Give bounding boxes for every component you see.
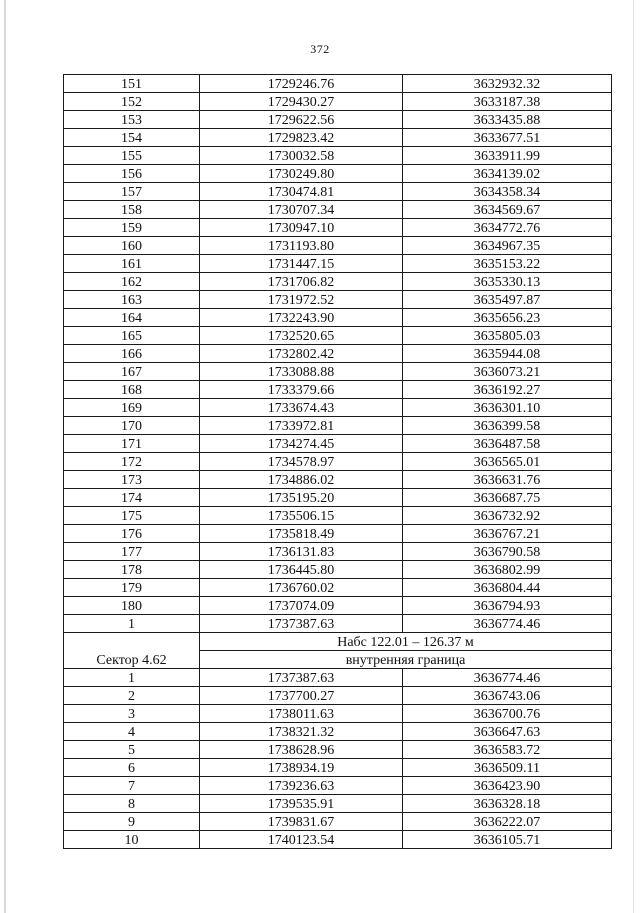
point-number: 1 bbox=[64, 615, 200, 633]
y-coordinate: 3634358.34 bbox=[403, 183, 612, 201]
x-coordinate: 1732243.90 bbox=[200, 309, 403, 327]
y-coordinate: 3636687.75 bbox=[403, 489, 612, 507]
point-number: 165 bbox=[64, 327, 200, 345]
y-coordinate: 3632932.32 bbox=[403, 75, 612, 93]
x-coordinate: 1733674.43 bbox=[200, 399, 403, 417]
table-row bbox=[64, 615, 612, 633]
point-number: 4 bbox=[64, 723, 200, 741]
point-number: 162 bbox=[64, 273, 200, 291]
y-coordinate: 3636732.92 bbox=[403, 507, 612, 525]
point-number: 164 bbox=[64, 309, 200, 327]
point-number: 168 bbox=[64, 381, 200, 399]
table-row bbox=[64, 399, 612, 417]
y-coordinate: 3636073.21 bbox=[403, 363, 612, 381]
point-number: 8 bbox=[64, 795, 200, 813]
point-number: 170 bbox=[64, 417, 200, 435]
point-number: 154 bbox=[64, 129, 200, 147]
table-row bbox=[64, 669, 612, 687]
table-row bbox=[64, 723, 612, 741]
point-number: 9 bbox=[64, 813, 200, 831]
y-coordinate: 3636790.58 bbox=[403, 543, 612, 561]
point-number: 2 bbox=[64, 687, 200, 705]
table-row bbox=[64, 129, 612, 147]
point-number: 151 bbox=[64, 75, 200, 93]
y-coordinate: 3634569.67 bbox=[403, 201, 612, 219]
x-coordinate: 1730707.34 bbox=[200, 201, 403, 219]
y-coordinate: 3636222.07 bbox=[403, 813, 612, 831]
x-coordinate: 1733088.88 bbox=[200, 363, 403, 381]
boundary-type: внутренняя граница bbox=[200, 651, 612, 669]
coordinates-table-top bbox=[64, 75, 612, 633]
y-coordinate: 3633187.38 bbox=[403, 93, 612, 111]
x-coordinate: 1733972.81 bbox=[200, 417, 403, 435]
x-coordinate: 1738011.63 bbox=[200, 705, 403, 723]
scan-edge bbox=[633, 0, 634, 913]
y-coordinate: 3635153.22 bbox=[403, 255, 612, 273]
x-coordinate: 1739831.67 bbox=[200, 813, 403, 831]
table-row bbox=[64, 489, 612, 507]
y-coordinate: 3635944.08 bbox=[403, 345, 612, 363]
x-coordinate: 1734274.45 bbox=[200, 435, 403, 453]
y-coordinate: 3636301.10 bbox=[403, 399, 612, 417]
x-coordinate: 1735195.20 bbox=[200, 489, 403, 507]
x-coordinate: 1731972.52 bbox=[200, 291, 403, 309]
y-coordinate: 3636804.44 bbox=[403, 579, 612, 597]
table-row bbox=[64, 75, 612, 93]
table-row bbox=[64, 363, 612, 381]
sector-label: Сектор 4.62 bbox=[64, 633, 200, 669]
x-coordinate: 1737700.27 bbox=[200, 687, 403, 705]
point-number: 5 bbox=[64, 741, 200, 759]
y-coordinate: 3636631.76 bbox=[403, 471, 612, 489]
y-coordinate: 3636774.46 bbox=[403, 669, 612, 687]
table-row bbox=[64, 237, 612, 255]
x-coordinate: 1736445.80 bbox=[200, 561, 403, 579]
height-range: Набс 122.01 – 126.37 м bbox=[200, 633, 612, 651]
table-row bbox=[64, 795, 612, 813]
y-coordinate: 3635330.13 bbox=[403, 273, 612, 291]
y-coordinate: 3636509.11 bbox=[403, 759, 612, 777]
table-row bbox=[64, 381, 612, 399]
table-row bbox=[64, 471, 612, 489]
table-row bbox=[64, 93, 612, 111]
point-number: 167 bbox=[64, 363, 200, 381]
point-number: 160 bbox=[64, 237, 200, 255]
point-number: 161 bbox=[64, 255, 200, 273]
x-coordinate: 1739236.63 bbox=[200, 777, 403, 795]
x-coordinate: 1736760.02 bbox=[200, 579, 403, 597]
x-coordinate: 1730249.80 bbox=[200, 165, 403, 183]
point-number: 169 bbox=[64, 399, 200, 417]
x-coordinate: 1731706.82 bbox=[200, 273, 403, 291]
x-coordinate: 1738628.96 bbox=[200, 741, 403, 759]
y-coordinate: 3634967.35 bbox=[403, 237, 612, 255]
x-coordinate: 1738321.32 bbox=[200, 723, 403, 741]
table-row bbox=[64, 741, 612, 759]
y-coordinate: 3636399.58 bbox=[403, 417, 612, 435]
point-number: 177 bbox=[64, 543, 200, 561]
point-number: 159 bbox=[64, 219, 200, 237]
point-number: 172 bbox=[64, 453, 200, 471]
point-number: 152 bbox=[64, 93, 200, 111]
table-row bbox=[64, 525, 612, 543]
y-coordinate: 3636487.58 bbox=[403, 435, 612, 453]
point-number: 1 bbox=[64, 669, 200, 687]
table-row bbox=[64, 705, 612, 723]
point-number: 163 bbox=[64, 291, 200, 309]
x-coordinate: 1729430.27 bbox=[200, 93, 403, 111]
x-coordinate: 1729622.56 bbox=[200, 111, 403, 129]
y-coordinate: 3636328.18 bbox=[403, 795, 612, 813]
x-coordinate: 1731193.80 bbox=[200, 237, 403, 255]
point-number: 6 bbox=[64, 759, 200, 777]
table-row bbox=[64, 183, 612, 201]
y-coordinate: 3633911.99 bbox=[403, 147, 612, 165]
table-row bbox=[64, 147, 612, 165]
table-row bbox=[64, 291, 612, 309]
y-coordinate: 3636565.01 bbox=[403, 453, 612, 471]
table-row bbox=[64, 201, 612, 219]
point-number: 166 bbox=[64, 345, 200, 363]
point-number: 3 bbox=[64, 705, 200, 723]
x-coordinate: 1730947.10 bbox=[200, 219, 403, 237]
point-number: 153 bbox=[64, 111, 200, 129]
x-coordinate: 1732520.65 bbox=[200, 327, 403, 345]
table-row bbox=[64, 273, 612, 291]
table-row bbox=[64, 255, 612, 273]
table-row bbox=[64, 687, 612, 705]
y-coordinate: 3636700.76 bbox=[403, 705, 612, 723]
y-coordinate: 3636105.71 bbox=[403, 831, 612, 849]
point-number: 180 bbox=[64, 597, 200, 615]
x-coordinate: 1737387.63 bbox=[200, 615, 403, 633]
table-row bbox=[64, 597, 612, 615]
point-number: 179 bbox=[64, 579, 200, 597]
table-row bbox=[64, 453, 612, 471]
y-coordinate: 3633677.51 bbox=[403, 129, 612, 147]
table-row bbox=[64, 111, 612, 129]
table-row bbox=[64, 507, 612, 525]
y-coordinate: 3633435.88 bbox=[403, 111, 612, 129]
scan-edge bbox=[4, 0, 6, 913]
y-coordinate: 3636802.99 bbox=[403, 561, 612, 579]
coordinates-table bbox=[63, 74, 612, 849]
y-coordinate: 3636774.46 bbox=[403, 615, 612, 633]
y-coordinate: 3635805.03 bbox=[403, 327, 612, 345]
point-number: 176 bbox=[64, 525, 200, 543]
y-coordinate: 3635656.23 bbox=[403, 309, 612, 327]
point-number: 175 bbox=[64, 507, 200, 525]
x-coordinate: 1729823.42 bbox=[200, 129, 403, 147]
point-number: 10 bbox=[64, 831, 200, 849]
point-number: 156 bbox=[64, 165, 200, 183]
x-coordinate: 1732802.42 bbox=[200, 345, 403, 363]
table-row bbox=[64, 759, 612, 777]
x-coordinate: 1734886.02 bbox=[200, 471, 403, 489]
point-number: 158 bbox=[64, 201, 200, 219]
table-row bbox=[64, 417, 612, 435]
x-coordinate: 1729246.76 bbox=[200, 75, 403, 93]
page-number: 372 bbox=[310, 42, 330, 56]
y-coordinate: 3636743.06 bbox=[403, 687, 612, 705]
point-number: 171 bbox=[64, 435, 200, 453]
y-coordinate: 3636583.72 bbox=[403, 741, 612, 759]
point-number: 7 bbox=[64, 777, 200, 795]
point-number: 173 bbox=[64, 471, 200, 489]
x-coordinate: 1738934.19 bbox=[200, 759, 403, 777]
point-number: 178 bbox=[64, 561, 200, 579]
y-coordinate: 3634772.76 bbox=[403, 219, 612, 237]
y-coordinate: 3636794.93 bbox=[403, 597, 612, 615]
x-coordinate: 1730032.58 bbox=[200, 147, 403, 165]
table-row bbox=[64, 813, 612, 831]
x-coordinate: 1737387.63 bbox=[200, 669, 403, 687]
table-row bbox=[64, 327, 612, 345]
coordinates-table-bottom bbox=[64, 669, 612, 849]
x-coordinate: 1735506.15 bbox=[200, 507, 403, 525]
y-coordinate: 3634139.02 bbox=[403, 165, 612, 183]
table-row bbox=[64, 579, 612, 597]
x-coordinate: 1734578.97 bbox=[200, 453, 403, 471]
x-coordinate: 1736131.83 bbox=[200, 543, 403, 561]
table-row bbox=[64, 345, 612, 363]
table-row bbox=[64, 435, 612, 453]
table-row bbox=[64, 561, 612, 579]
point-number: 174 bbox=[64, 489, 200, 507]
x-coordinate: 1731447.15 bbox=[200, 255, 403, 273]
y-coordinate: 3636423.90 bbox=[403, 777, 612, 795]
x-coordinate: 1730474.81 bbox=[200, 183, 403, 201]
table-row bbox=[64, 309, 612, 327]
point-number: 157 bbox=[64, 183, 200, 201]
y-coordinate: 3635497.87 bbox=[403, 291, 612, 309]
x-coordinate: 1739535.91 bbox=[200, 795, 403, 813]
sector-header-row bbox=[64, 633, 612, 651]
table-row bbox=[64, 831, 612, 849]
point-number: 155 bbox=[64, 147, 200, 165]
x-coordinate: 1740123.54 bbox=[200, 831, 403, 849]
x-coordinate: 1733379.66 bbox=[200, 381, 403, 399]
table-row bbox=[64, 165, 612, 183]
x-coordinate: 1735818.49 bbox=[200, 525, 403, 543]
y-coordinate: 3636767.21 bbox=[403, 525, 612, 543]
y-coordinate: 3636647.63 bbox=[403, 723, 612, 741]
x-coordinate: 1737074.09 bbox=[200, 597, 403, 615]
sector-header bbox=[64, 633, 612, 669]
table-row bbox=[64, 777, 612, 795]
table-row bbox=[64, 543, 612, 561]
y-coordinate: 3636192.27 bbox=[403, 381, 612, 399]
table-row bbox=[64, 219, 612, 237]
